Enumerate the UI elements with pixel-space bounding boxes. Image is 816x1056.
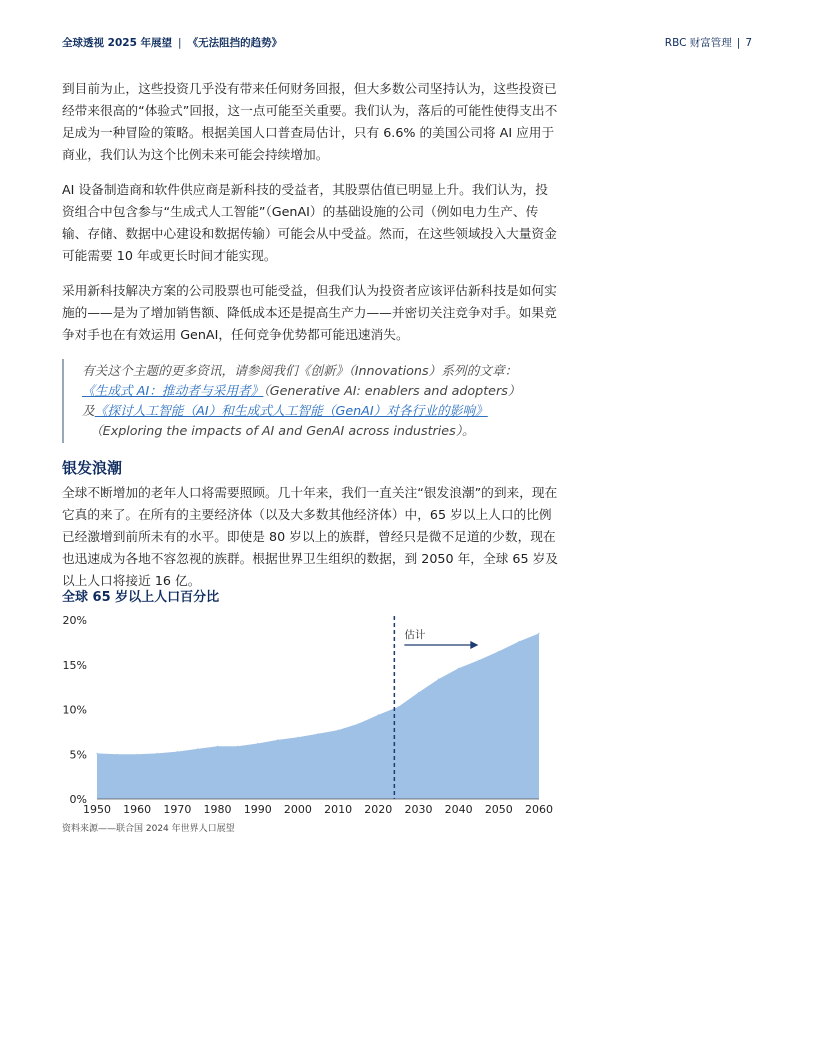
data-point <box>217 746 218 747</box>
data-point <box>378 714 379 715</box>
data-point <box>338 730 339 731</box>
page-number: 7 <box>745 37 752 49</box>
x-tick-label: 1990 <box>243 803 272 816</box>
source-note: 资料来源——联合国 2024 年世界人口展望 <box>62 824 235 834</box>
x-tick-label: 1950 <box>83 803 111 816</box>
x-tick-label: 1970 <box>163 803 192 816</box>
data-point <box>398 706 399 707</box>
data-point <box>137 754 138 755</box>
x-tick-label: 2050 <box>484 803 513 816</box>
data-point <box>418 692 419 693</box>
paragraph-2: AI 设备制造商和软件供应商是新科技的受益者，其股票估值已明显上升。我们认为，投资组合中包含参与“生成式人工智能”（GenAI）的基础设施的公司（例如电力生产、传输、存储、数据中心建设和数据传输）可能会从中受益。然而，在这些领域投入大量资金可能需要 10 年或更长时间才能实现。 <box>62 182 557 263</box>
data-point <box>317 733 318 734</box>
y-tick-label: 0% <box>69 793 87 806</box>
x-tick-label: 2030 <box>404 803 433 816</box>
innovations-callout: 有关这个主题的更多资讯，请参阅我们《创新》（Innovations）系列的文章： 《生成式 AI：推动者与采用者》（Generative AI: enablers and adopters） 及《探讨人工智能（AI）和生成式人工智能（GenAI）对各行业的影响》 （Exploring the impacts of AI and GenAI across industries）。 <box>62 359 558 443</box>
x-tick-label: 2040 <box>444 803 473 816</box>
data-point <box>277 739 278 740</box>
data-point <box>177 751 178 752</box>
y-tick-label: 20% <box>62 614 87 627</box>
y-tick-label: 15% <box>62 658 87 672</box>
data-point <box>117 754 118 755</box>
data-point <box>197 748 198 749</box>
x-tick-label: 2020 <box>364 803 393 816</box>
header-brand: RBC 财富管理 | 7 <box>664 37 752 49</box>
y-tick-label: 5% <box>69 748 87 762</box>
arrow-right-icon <box>470 641 478 649</box>
y-tick-label: 10% <box>62 703 87 717</box>
paragraph-3: 采用新科技解决方案的公司股票也可能受益，但我们认为投资者应该评估新科技是如何实施的——是为了增加销售额、降低成本还是提高生产力——并密切关注竞争对手。如果竞争对手也在有效运用 GenAI，任何竞争优势都可能迅速消失。 <box>62 283 557 342</box>
data-point <box>538 633 539 634</box>
data-point <box>358 723 359 724</box>
section-heading: 银发浪潮 <box>62 459 123 477</box>
data-point <box>438 679 439 680</box>
data-point <box>297 737 298 738</box>
x-tick-label: 2060 <box>525 803 553 816</box>
estimate-label: 估计 <box>404 629 426 641</box>
chart-title: 全球 65 岁以上人口百分比 <box>62 590 220 605</box>
data-point <box>96 753 97 754</box>
data-point <box>157 753 158 754</box>
header-title: 全球透视 2025 年展望 | 《无法阻挡的趋势》 <box>62 37 283 49</box>
series-area <box>97 633 539 799</box>
data-point <box>257 743 258 744</box>
x-tick-label: 1960 <box>123 803 152 816</box>
data-point <box>458 668 459 669</box>
callout-intro: 有关这个主题的更多资讯，请参阅我们《创新》（Innovations）系列的文章： <box>82 363 518 378</box>
section-paragraph: 全球不断增加的老年人口将需要照顾。几十年来，我们一直关注“银发浪潮”的到来，现在它真的来了。在所有的主要经济体（以及大多数其他经济体）中，65 岁以上人口的比例已经激增到前所未有的水平。即使是 80 岁以上的族群，曾经只是微不足道的少数，现在也迅速成为各地不容忽视的族群。根据世界卫生组织的数据，到 2050 年，全球 65 岁及以上人口将接近 16 亿。 <box>62 485 558 588</box>
x-tick-label: 2010 <box>324 803 353 816</box>
data-point <box>237 746 238 747</box>
data-point <box>498 651 499 652</box>
x-tick-label: 2000 <box>283 803 312 816</box>
paragraph-1: 到目前为止，这些投资几乎没有带来任何财务回报，但大多数公司坚持认为，这些投资已经带来很高的“体验式”回报，这一点可能至关重要。我们认为，落后的可能性使得支出不足成为一种冒险的策略。根据美国人口普查局估计，只有 6.6% 的美国公司将 AI 应用于商业，我们认为这个比例未来可能会持续增加。 <box>62 81 558 162</box>
data-point <box>478 660 479 661</box>
data-point <box>518 641 519 642</box>
link-exploring-ai[interactable]: 《探讨人工智能（AI）和生成式人工智能（GenAI）对各行业的影响》 <box>94 403 488 418</box>
link-generative-ai[interactable]: 《生成式 AI：推动者与采用者》 <box>82 383 264 398</box>
x-tick-label: 1980 <box>203 803 232 816</box>
